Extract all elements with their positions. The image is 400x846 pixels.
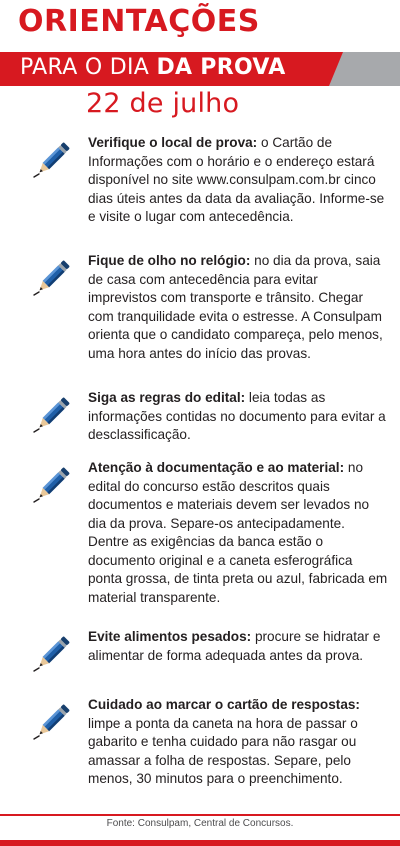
item-body: o Cartão de Informações com o horário e o endereço estará disponível no site www.consulpam.com.br cinco dias úteis antes da data da avaliação. Informe-se e visite o lugar com antecedência.: [88, 135, 385, 224]
item-body: limpe a ponta da caneta na hora de passar o gabarito e tenha cuidado para não rasgar ou amassar a folha de respostas. Separe, pelo menos, 30 minutos para o preenchimento.: [88, 715, 358, 786]
item-body: no edital do concurso estão descritos quais documentos e materiais devem ser levados no dia da prova. Separe-os antecipadamente. Dentre as exigências da banca estão o documento original e a caneta esferográfica ponta grossa, de tinta preta ou azul, fabricada em material transparente.: [88, 460, 388, 605]
pencil-icon: [30, 391, 76, 437]
item-text: [88, 252, 388, 363]
item-text: [88, 389, 388, 445]
item-text: [88, 696, 388, 789]
item-heading: Siga as regras do edital:: [88, 390, 246, 405]
page-title: ORIENTAÇÕES: [18, 4, 260, 39]
item-body: no dia da prova, saia de casa com antecedência para evitar imprevistos com transporte e trânsito. Chegar com tranquilidade evita o estresse. A Consulpam orienta que o candidato compareça, pelo menos, uma hora antes do início das provas.: [88, 253, 383, 361]
item-heading: Evite alimentos pesados:: [88, 629, 252, 644]
item-heading: Fique de olho no relógio:: [88, 253, 251, 268]
subtitle-banner: [0, 52, 400, 86]
subtitle-regular: PARA O DIA: [20, 55, 157, 80]
footer-source: Fonte: Consulpam, Central de Concursos.: [106, 818, 294, 829]
pencil-icon: [30, 136, 76, 182]
item-heading: Atenção à documentação e ao material:: [88, 460, 345, 475]
exam-date: 22 de julho: [86, 88, 240, 119]
bottom-bar: [0, 840, 400, 846]
item-text: [88, 134, 388, 227]
item-text: [88, 459, 388, 607]
pencil-icon: [30, 698, 76, 744]
item-body: procure se hidratar e alimentar de forma adequada antes da prova.: [88, 629, 381, 663]
footer-divider: [0, 814, 400, 816]
item-body: leia todas as informações contidas no documento para evitar a desclassificação.: [88, 390, 386, 442]
subtitle-bold: DA PROVA: [156, 55, 286, 80]
pencil-icon: [30, 254, 76, 300]
item-heading: Verifique o local de prova:: [88, 135, 258, 150]
pencil-icon: [30, 630, 76, 676]
subtitle: [20, 55, 286, 80]
pencil-icon: [30, 461, 76, 507]
item-heading: Cuidado ao marcar o cartão de respostas:: [88, 697, 360, 712]
item-text: [88, 628, 388, 665]
